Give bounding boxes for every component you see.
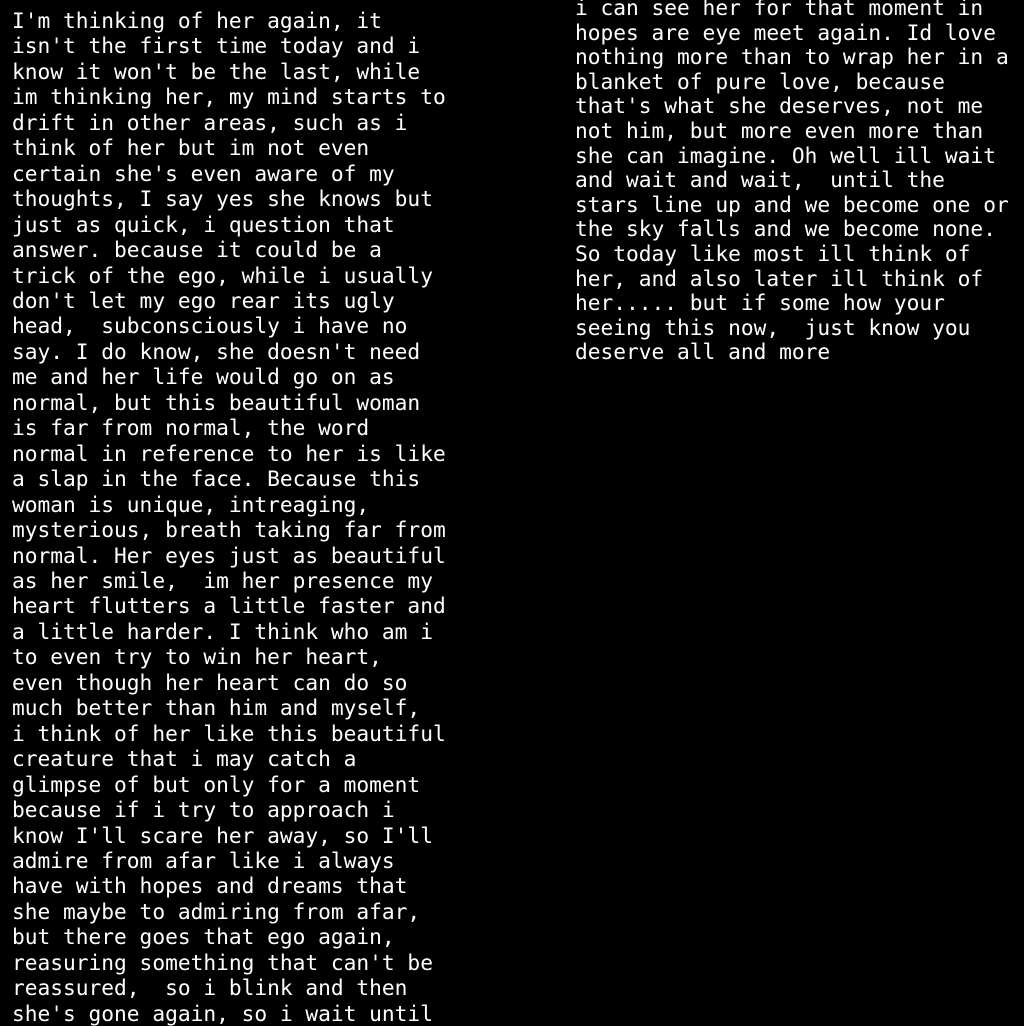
text-line: stars line up and we become one or: [575, 191, 1009, 217]
text-line: heart flutters a little faster and: [12, 593, 446, 619]
text-line: I'm thinking of her again, it: [12, 8, 382, 33]
text-line: normal. Her eyes just as beautiful: [12, 542, 446, 568]
text-line: drift in other areas, such as i: [12, 109, 408, 135]
text-line: her, and also later ill think of: [575, 265, 984, 291]
text-line: i can see her for that moment in: [575, 0, 984, 20]
text-line: say. I do know, she doesn't need: [12, 338, 421, 364]
text-line: im thinking her, my mind starts to: [12, 84, 446, 110]
text-line: not him, but more even more than: [575, 117, 984, 143]
text-line: admire from afar like i always: [12, 847, 395, 873]
text-line: just as quick, i question that: [12, 211, 395, 237]
text-line: hopes are eye meet again. Id love: [575, 19, 996, 45]
text-line: normal, but this beautiful woman: [12, 389, 421, 415]
text-line: certain she's even aware of my: [12, 160, 395, 186]
text-line: thoughts, I say yes she knows but: [12, 186, 433, 212]
text-line: have with hopes and dreams that: [12, 873, 408, 899]
text-line: me and her life would go on as: [12, 364, 395, 390]
text-line: blanket of pure love, because: [575, 68, 945, 94]
text-line: she maybe to admiring from afar,: [12, 898, 421, 924]
text-line: is far from normal, the word: [12, 415, 370, 441]
text-line: know it won't be the last, while: [12, 58, 421, 84]
text-line: isn't the first time today and i: [12, 33, 421, 59]
text-line: woman is unique, intreaging,: [12, 491, 370, 517]
text-line: she's gone again, so i wait until: [12, 1000, 433, 1026]
text-line: deserve all and more: [575, 339, 831, 365]
text-line: even though her heart can do so: [12, 669, 408, 695]
text-line: normal in reference to her is like: [12, 440, 446, 466]
text-line: her..... but if some how your: [575, 290, 945, 316]
text-line: to even try to win her heart,: [12, 644, 382, 670]
text-line: but there goes that ego again,: [12, 924, 395, 950]
text-line: know I'll scare her away, so I'll: [12, 822, 433, 848]
text-line: that's what she deserves, not me: [575, 93, 984, 119]
text-line: mysterious, breath taking far from: [12, 517, 446, 543]
text-line: much better than him and myself,: [12, 695, 421, 721]
text-line: as her smile, im her presence my: [12, 567, 433, 593]
text-line: a little harder. I think who am i: [12, 618, 433, 644]
text-line: seeing this now, just know you: [575, 314, 971, 340]
text-line: head, subconsciously i have no: [12, 313, 408, 339]
text-line: trick of the ego, while i usually: [12, 262, 433, 288]
text-line: don't let my ego rear its ugly: [12, 287, 395, 313]
left-text-column: [12, 8, 446, 1026]
text-line: the sky falls and we become none.: [575, 216, 996, 242]
text-line: reasuring something that can't be: [12, 949, 433, 975]
text-line: she can imagine. Oh well ill wait: [575, 142, 996, 168]
text-line: because if i try to approach i: [12, 797, 395, 823]
right-text-column: [575, 0, 1009, 365]
text-line: glimpse of but only for a moment: [12, 771, 421, 797]
text-line: i think of her like this beautiful: [12, 720, 446, 746]
text-line: So today like most ill think of: [575, 240, 971, 266]
text-line: and wait and wait, until the: [575, 167, 945, 193]
text-line: creature that i may catch a: [12, 746, 357, 772]
text-line: reassured, so i blink and then: [12, 975, 408, 1001]
text-line: a slap in the face. Because this: [12, 466, 421, 492]
text-line: nothing more than to wrap her in a: [575, 44, 1009, 70]
text-line: think of her but im not even: [12, 135, 370, 161]
text-line: answer. because it could be a: [12, 237, 382, 263]
